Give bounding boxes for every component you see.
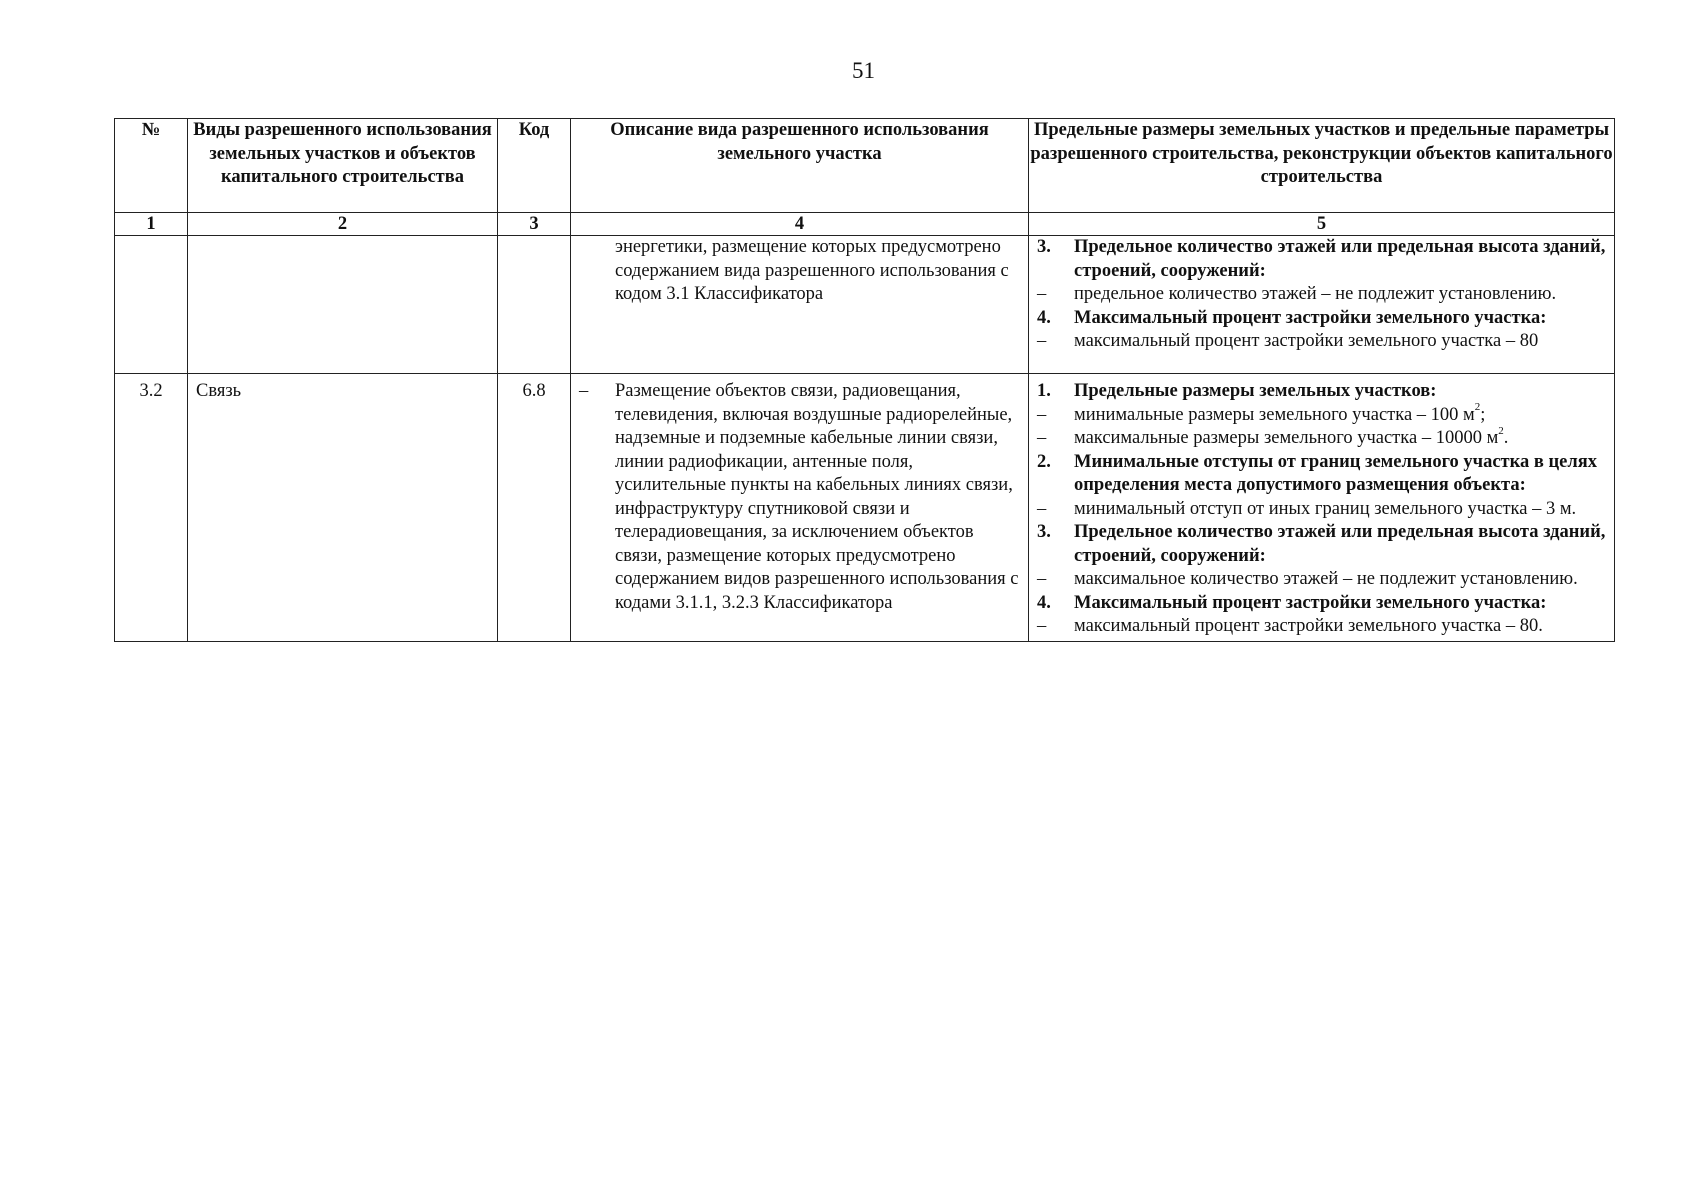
limit-text: максимальные размеры земельного участка – 10000 м bbox=[1074, 428, 1499, 448]
row-name-cell bbox=[188, 374, 498, 642]
limit-tail: . bbox=[1503, 428, 1509, 448]
superscript: 2 bbox=[1498, 424, 1504, 437]
table-row bbox=[115, 374, 1615, 642]
limit-item bbox=[1037, 424, 1606, 451]
limit-marker: 1. bbox=[1037, 381, 1051, 401]
limit-text: Предельное количество этажей или предельная высота зданий, строений, сооружений: bbox=[1074, 237, 1606, 281]
row-number-cell bbox=[115, 374, 188, 642]
row-code: 6.8 bbox=[522, 381, 546, 401]
limit-text: Максимальный процент застройки земельного участка: bbox=[1074, 307, 1547, 328]
column-number-row bbox=[115, 213, 1615, 236]
row-name-cell bbox=[188, 236, 498, 374]
limit-text: максимальное количество этажей – не подлежит установлению. bbox=[1074, 569, 1578, 589]
limit-text: максимальный процент застройки земельного участка – 80. bbox=[1074, 616, 1543, 636]
limit-item bbox=[1037, 307, 1606, 331]
limits-list bbox=[1029, 236, 1614, 373]
description-marker: – bbox=[579, 381, 589, 401]
land-use-table bbox=[114, 118, 1615, 642]
limit-item bbox=[1037, 236, 1606, 283]
limit-text: максимальный процент застройки земельного участка – 80 bbox=[1074, 331, 1539, 351]
limit-marker: – bbox=[1037, 616, 1047, 636]
limit-marker: 2. bbox=[1037, 451, 1051, 472]
limit-text: Максимальный процент застройки земельного участка: bbox=[1074, 592, 1547, 613]
limit-item bbox=[1037, 451, 1606, 498]
row-description bbox=[571, 374, 1028, 617]
limit-marker: 3. bbox=[1037, 522, 1051, 542]
limit-marker: – bbox=[1037, 404, 1047, 425]
row-number: 3.2 bbox=[139, 381, 163, 401]
limit-item bbox=[1037, 615, 1606, 639]
row-number-cell bbox=[115, 236, 188, 374]
row-code-cell bbox=[498, 236, 571, 374]
header-code: Код bbox=[498, 119, 571, 213]
limit-item bbox=[1037, 330, 1606, 354]
row-name bbox=[188, 236, 497, 373]
row-limits-cell bbox=[1029, 374, 1615, 642]
limit-text: минимальный отступ от иных границ земельного участка – 3 м. bbox=[1074, 498, 1577, 519]
limit-marker: – bbox=[1037, 569, 1047, 589]
row-number bbox=[115, 236, 187, 373]
limit-item bbox=[1037, 498, 1606, 522]
column-number: 1 bbox=[115, 213, 188, 236]
row-description-cell bbox=[571, 236, 1029, 374]
limit-text: Предельные размеры земельных участков: bbox=[1074, 381, 1437, 401]
page-number: 51 bbox=[852, 58, 875, 83]
limits-list bbox=[1029, 374, 1614, 641]
limit-text: Предельное количество этажей или предельная высота зданий, строений, сооружений: bbox=[1074, 522, 1606, 566]
header-number: № bbox=[115, 119, 188, 213]
row-description: энергетики, размещение которых предусмотрено содержанием вида разрешенного использования с кодом 3.1 Классификатора bbox=[615, 237, 1009, 304]
header-use-type: Виды разрешенного использования земельных участков и объектов капитального строительства bbox=[188, 119, 498, 213]
limit-marker: – bbox=[1037, 331, 1047, 351]
limit-marker: 4. bbox=[1037, 307, 1051, 328]
limit-text: Минимальные отступы от границ земельного участка в целях определения места допустимого размещения объекта: bbox=[1074, 451, 1597, 495]
header-row bbox=[115, 119, 1615, 213]
column-number: 4 bbox=[571, 213, 1029, 236]
row-name: Связь bbox=[196, 381, 242, 401]
column-number: 5 bbox=[1029, 213, 1615, 236]
row-code-cell bbox=[498, 374, 571, 642]
limit-tail: ; bbox=[1480, 404, 1486, 425]
table-row bbox=[115, 236, 1615, 374]
row-description-cell bbox=[571, 374, 1029, 642]
limit-text: минимальные размеры земельного участка – 100 м bbox=[1074, 404, 1475, 425]
limit-text-wrap bbox=[1074, 401, 1606, 428]
superscript: 2 bbox=[1474, 401, 1481, 414]
header-description: Описание вида разрешенного использования земельного участка bbox=[571, 119, 1029, 213]
row-limits-cell bbox=[1029, 236, 1615, 374]
row-code bbox=[498, 236, 570, 373]
limit-marker: 4. bbox=[1037, 592, 1051, 613]
limit-marker: – bbox=[1037, 428, 1047, 448]
limit-item bbox=[1037, 592, 1606, 616]
limit-text: предельное количество этажей – не подлежит установлению. bbox=[1074, 284, 1557, 304]
description-text: Размещение объектов связи, радиовещания, телевидения, включая воздушные радиорелейные, надземные и подземные кабельные линии связи, линии радиофикации, антенные поля, усилительные пункты на кабельных линиях связи, инфраструктуру спутниковой связи и телерадиовещания, за исключением объектов связи, размещение которых предусмотрено содержанием видов разрешенного использования с кодами 3.1.1, 3.2.3 Классификатора bbox=[615, 381, 1019, 613]
column-number: 3 bbox=[498, 213, 571, 236]
limit-text-wrap bbox=[1074, 424, 1606, 451]
limit-item bbox=[1037, 568, 1606, 592]
limit-item bbox=[1037, 401, 1606, 428]
limit-marker: – bbox=[1037, 498, 1047, 519]
limit-item bbox=[1037, 283, 1606, 307]
limit-item bbox=[1037, 380, 1606, 404]
limit-marker: – bbox=[1037, 284, 1047, 304]
limit-marker: 3. bbox=[1037, 237, 1051, 257]
column-number: 2 bbox=[188, 213, 498, 236]
header-limits: Предельные размеры земельных участков и предельные параметры разрешенного строительства, реконструкции объектов капитального строительства bbox=[1029, 119, 1615, 213]
limit-item bbox=[1037, 521, 1606, 568]
